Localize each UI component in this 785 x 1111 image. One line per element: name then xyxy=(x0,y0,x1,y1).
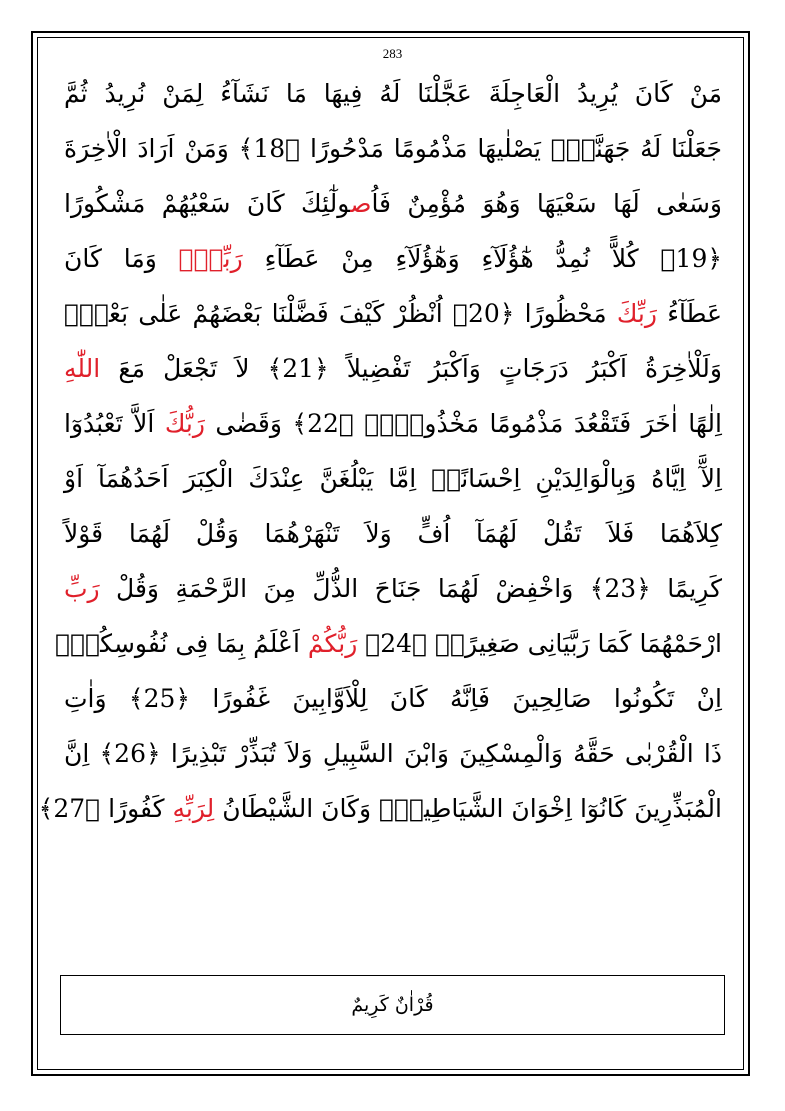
text-segment: اِنْ تَكُونُوا صَالِحِينَ فَاِنَّهُ كَانَ لِلْاَوَّابِينَ غَفُورًا ﴿25﴾ وَاٰتِ xyxy=(64,684,722,713)
text-line xyxy=(64,176,722,231)
text-segment: وَسَعٰى لَهَا سَعْيَهَا وَهُوَ مُؤْمِنٌ فَاُ xyxy=(371,189,722,218)
footer-title: قُرْاٰنٌ كَرِيمٌ xyxy=(351,994,434,1016)
text-segment: ﴿19﴾ كُلاًّ نُمِدُّ هٰٓؤُلَآءِ وَهٰٓؤُلَآءِ مِنْ عَطَآءِ xyxy=(242,244,723,273)
text-segment: ولٰٓئِكَ كَانَ سَعْيُهُمْ مَشْكُورًا xyxy=(64,189,351,218)
text-segment: كِلاَهُمَا فَلاَ تَقُلْ لَهُمَآ اُفٍّ وَلاَ تَنْهَرْهُمَا وَقُلْ لَهُمَا قَوْلاً xyxy=(64,519,722,548)
divine-name-highlight: رَبِّ xyxy=(64,574,100,603)
page-number: 283 xyxy=(382,46,403,61)
text-segment: ذَا الْقُرْبٰى حَقَّهُ وَالْمِسْكِينَ وَابْنَ السَّبِيلِ وَلاَ تُبَذِّرْ تَبْذِيرًا ﴿26﴾ اِنَّ xyxy=(64,739,722,768)
text-segment: ارْحَمْهُمَا كَمَا رَبَّيَانِى صَغِيرًاۜ ﴿24﴾ xyxy=(357,629,722,658)
divine-name-highlight: رَبِّكَ xyxy=(616,299,657,328)
text-line xyxy=(64,671,722,726)
text-segment: عَطَآءُ xyxy=(656,299,722,328)
text-segment: اِلٰهًا اٰخَرَ فَتَقْعُدَ مَذْمُومًا مَخْذُولاًۛ ﴿22﴾ وَقَضٰى xyxy=(204,409,722,438)
text-segment: كَفُورًا ﴿27﴾ xyxy=(38,794,173,823)
text-segment: اَعْلَمُ بِمَا فِى نُفُوسِكُمْۜ xyxy=(55,629,308,658)
text-segment: مَنْ كَانَ يُرِيدُ الْعَاجِلَةَ عَجَّلْنَا لَهُ فِيهَا مَا نَشَآءُ لِمَنْ نُرِيدُ ثُمَّ xyxy=(64,79,722,108)
text-segment: الْمُبَذِّرِينَ كَانُوٓا اِخْوَانَ الشَّيَاطِينِۜ وَكَانَ الشَّيْطَانُ xyxy=(214,794,722,823)
text-segment: مَحْظُورًا ﴿20﴾ اُنْظُرْ كَيْفَ فَضَّلْنَا بَعْضَهُمْ عَلٰى بَعْضٍۜ xyxy=(64,299,617,328)
divine-name-highlight: لِرَبِّهِ xyxy=(172,794,215,823)
quran-text-block xyxy=(38,66,723,836)
text-line xyxy=(64,341,722,396)
text-line xyxy=(64,286,722,341)
footer-box xyxy=(60,975,725,1035)
divine-name-highlight: رَبِّكَۜ xyxy=(178,244,243,273)
text-line xyxy=(64,506,722,561)
text-segment: اِلآَّ اِيَّاهُ وَبِالْوَالِدَيْنِ اِحْسَانًاۜ اِمَّا يَبْلُغَنَّ عِنْدَكَ الْكِبَرَ اَحَدُهُمَآ اَوْ xyxy=(64,464,722,493)
text-segment: وَمَا كَانَ xyxy=(64,244,179,273)
text-segment: وَلَلْاٰخِرَةُ اَكْبَرُ دَرَجَاتٍ وَاَكْبَرُ تَفْضِيلاً ﴿21﴾ لاَ تَجْعَلْ مَعَ xyxy=(100,354,722,383)
divine-name-highlight: ص xyxy=(350,189,372,218)
text-line xyxy=(55,616,722,671)
text-line xyxy=(64,66,722,121)
text-line xyxy=(64,726,722,781)
divine-name-highlight: اللّٰهِ xyxy=(64,354,101,383)
text-line xyxy=(64,451,722,506)
text-segment: جَعَلْنَا لَهُ جَهَنَّمَۚ يَصْلٰيهَا مَذْمُومًا مَدْحُورًا ﴿18﴾ وَمَنْ اَرَادَ الْاٰخِرَةَ xyxy=(64,134,722,163)
text-line xyxy=(64,231,722,286)
text-line xyxy=(64,121,722,176)
text-segment: اَلاَّ تَعْبُدُوٓا xyxy=(64,409,165,438)
text-segment: كَرِيمًا ﴿23﴾ وَاخْفِضْ لَهُمَا جَنَاحَ الذُّلِّ مِنَ الرَّحْمَةِ وَقُلْ xyxy=(99,574,722,603)
text-line xyxy=(64,561,722,616)
text-line xyxy=(38,781,722,836)
divine-name-highlight: رَبُّكَ xyxy=(164,409,205,438)
text-line xyxy=(64,396,722,451)
divine-name-highlight: رَبُّكُمْ xyxy=(307,629,358,658)
